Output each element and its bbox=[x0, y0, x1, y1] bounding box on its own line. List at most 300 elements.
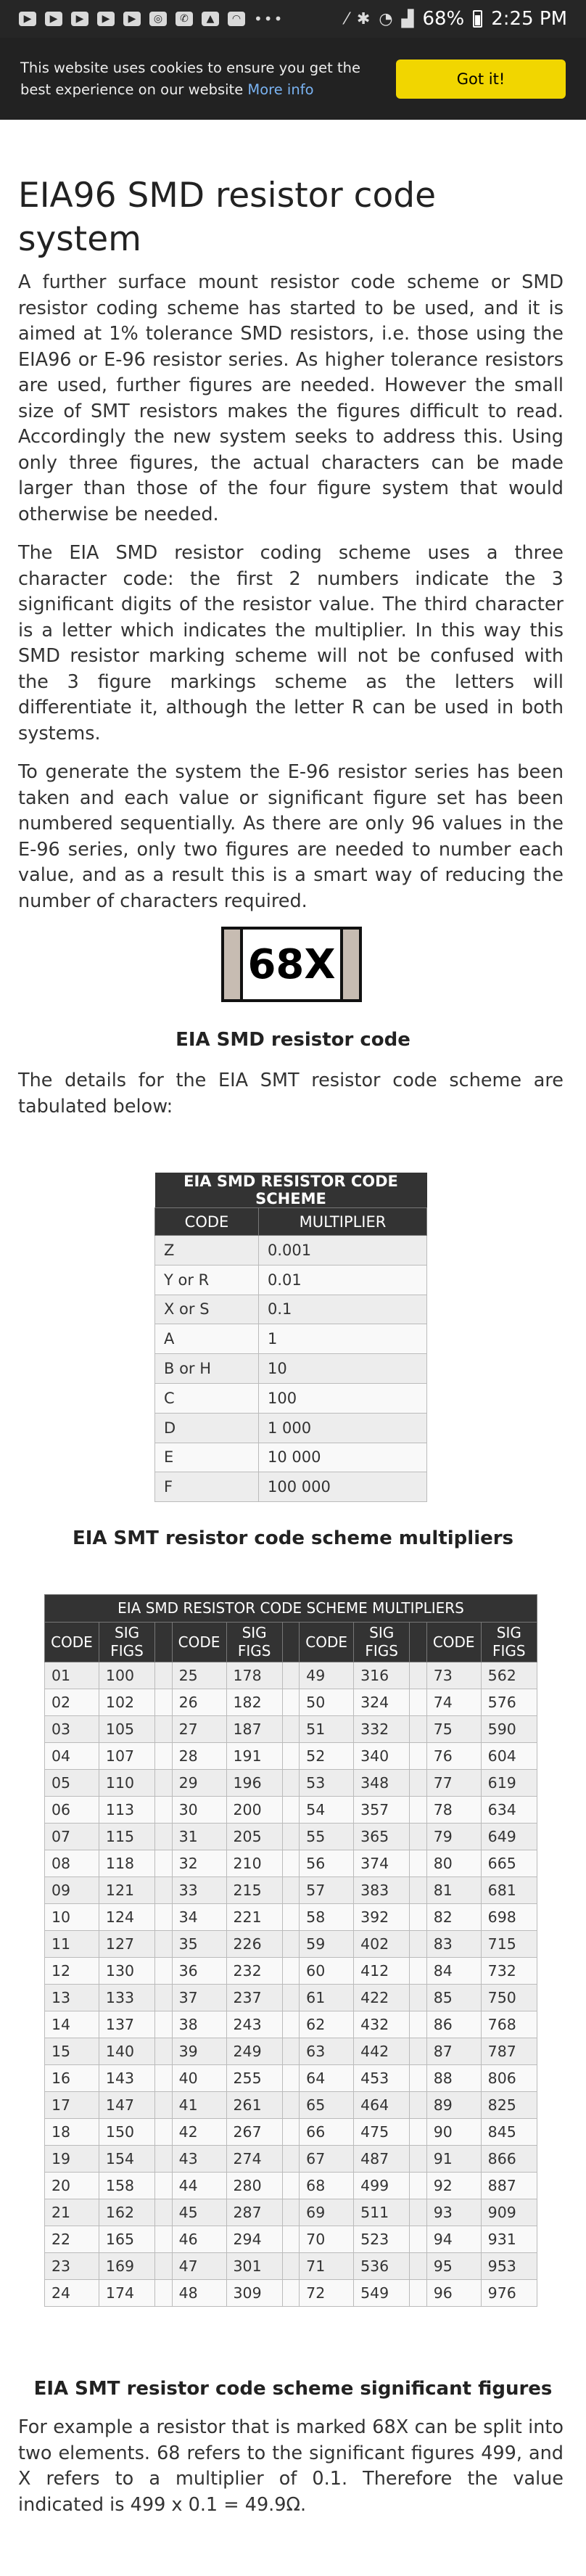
sig-figs-cell: 137 bbox=[99, 2011, 154, 2038]
code-cell: 02 bbox=[45, 1689, 99, 1716]
table-row bbox=[155, 1383, 427, 1413]
sig-figs-cell: 174 bbox=[99, 2280, 154, 2307]
sig-figs-cell: 162 bbox=[99, 2199, 154, 2226]
sig-figs-cell: 316 bbox=[354, 1662, 410, 1689]
sig-figs-cell: 118 bbox=[99, 1850, 154, 1877]
resistor-marking: 68X bbox=[247, 940, 336, 988]
column-spacer bbox=[282, 2199, 299, 2226]
sig-figs-cell: 499 bbox=[354, 2173, 410, 2199]
table-row bbox=[45, 2146, 537, 2173]
code-cell: 50 bbox=[300, 1689, 354, 1716]
code-cell: B or H bbox=[155, 1354, 259, 1384]
code-cell: 49 bbox=[300, 1662, 354, 1689]
table-row bbox=[45, 1716, 537, 1743]
column-spacer bbox=[155, 1623, 172, 1662]
sig-figs-cell: 453 bbox=[354, 2065, 410, 2092]
code-cell: 22 bbox=[45, 2226, 99, 2253]
code-cell: 19 bbox=[45, 2146, 99, 2173]
table-row bbox=[45, 1770, 537, 1797]
code-cell: 44 bbox=[172, 2173, 226, 2199]
code-cell: 14 bbox=[45, 2011, 99, 2038]
column-header: CODE bbox=[155, 1208, 259, 1236]
sig-figs-cell: 536 bbox=[354, 2253, 410, 2280]
sig-figs-cell: 249 bbox=[226, 2038, 282, 2065]
sig-figs-cell: 590 bbox=[481, 1716, 537, 1743]
code-cell: 01 bbox=[45, 1662, 99, 1689]
column-spacer bbox=[410, 2038, 426, 2065]
column-spacer bbox=[155, 1824, 172, 1850]
code-cell: 46 bbox=[172, 2226, 226, 2253]
table-row bbox=[155, 1295, 427, 1324]
sig-figs-cell: 105 bbox=[99, 1716, 154, 1743]
table-title: EIA SMD RESISTOR CODE SCHEME bbox=[155, 1173, 427, 1208]
code-cell: 37 bbox=[172, 1985, 226, 2011]
sig-figs-cell: 130 bbox=[99, 1958, 154, 1985]
column-spacer bbox=[410, 1958, 426, 1985]
column-spacer bbox=[282, 1904, 299, 1931]
gallery-icon: ▲ bbox=[202, 12, 219, 26]
code-cell: 60 bbox=[300, 1958, 354, 1985]
column-spacer bbox=[155, 1850, 172, 1877]
code-cell: 45 bbox=[172, 2199, 226, 2226]
column-spacer bbox=[410, 2092, 426, 2119]
column-spacer bbox=[282, 1743, 299, 1770]
sig-figs-cell: 806 bbox=[481, 2065, 537, 2092]
column-spacer bbox=[282, 2280, 299, 2307]
code-cell: 48 bbox=[172, 2280, 226, 2307]
column-spacer bbox=[155, 2173, 172, 2199]
sig-figs-cell: 340 bbox=[354, 1743, 410, 1770]
table-row bbox=[155, 1354, 427, 1384]
cell-signal-icon: ▟ bbox=[401, 9, 414, 28]
significant-figures-table bbox=[44, 1594, 537, 2307]
column-spacer bbox=[410, 2280, 426, 2307]
sig-figs-cell: 182 bbox=[226, 1689, 282, 1716]
column-spacer bbox=[282, 2065, 299, 2092]
code-cell: 07 bbox=[45, 1824, 99, 1850]
column-spacer bbox=[410, 1824, 426, 1850]
example-paragraph: For example a resistor that is marked 68X can be split into two elements. 68 refers to the significant figures 499, and X refers to a multiplier of 0.1. Therefore the value indicated is 499 x 0.1 = 49.9Ω. bbox=[18, 2416, 564, 2516]
notification-icons bbox=[19, 10, 284, 28]
column-spacer bbox=[155, 2092, 172, 2119]
sig-figs-cell: 681 bbox=[481, 1877, 537, 1904]
sig-figs-cell: 100 bbox=[99, 1662, 154, 1689]
table-row bbox=[155, 1236, 427, 1266]
code-cell: 30 bbox=[172, 1797, 226, 1824]
column-spacer bbox=[155, 2226, 172, 2253]
table-row bbox=[45, 1689, 537, 1716]
sig-figs-cell: 665 bbox=[481, 1850, 537, 1877]
column-spacer bbox=[282, 1623, 299, 1662]
code-cell: 78 bbox=[426, 1797, 481, 1824]
table-row bbox=[155, 1472, 427, 1502]
column-spacer bbox=[410, 1770, 426, 1797]
code-cell: 64 bbox=[300, 2065, 354, 2092]
column-spacer bbox=[282, 1824, 299, 1850]
sig-figs-cell: 604 bbox=[481, 1743, 537, 1770]
sig-figs-cell: 442 bbox=[354, 2038, 410, 2065]
column-spacer bbox=[155, 2065, 172, 2092]
table-row bbox=[155, 1265, 427, 1295]
sig-figs-cell: 523 bbox=[354, 2226, 410, 2253]
sig-figs-cell: 392 bbox=[354, 1904, 410, 1931]
code-cell: 55 bbox=[300, 1824, 354, 1850]
code-cell: 13 bbox=[45, 1985, 99, 2011]
sig-figs-cell: 845 bbox=[481, 2119, 537, 2146]
column-header: CODE bbox=[172, 1623, 226, 1662]
table-row bbox=[45, 2253, 537, 2280]
code-cell: 75 bbox=[426, 1716, 481, 1743]
table-row bbox=[45, 2280, 537, 2307]
column-spacer bbox=[282, 1931, 299, 1958]
sig-figs-cell: 649 bbox=[481, 1824, 537, 1850]
column-spacer bbox=[410, 1797, 426, 1824]
code-cell: 04 bbox=[45, 1743, 99, 1770]
sig-figs-cell: 324 bbox=[354, 1689, 410, 1716]
column-spacer bbox=[410, 2199, 426, 2226]
table-row bbox=[45, 1824, 537, 1850]
paragraph: To generate the system the E-96 resistor series has been taken and each value or significant figure set has been numbered sequentially. As there are only 96 values in the E-96 series, only two figures are needed to number each value, and as a result this is a smart way of reducing the number of characters required. bbox=[18, 761, 564, 912]
column-header: CODE bbox=[426, 1623, 481, 1662]
column-spacer bbox=[410, 2253, 426, 2280]
column-spacer bbox=[155, 2253, 172, 2280]
code-cell: 40 bbox=[172, 2065, 226, 2092]
column-spacer bbox=[155, 2146, 172, 2173]
table-row bbox=[45, 2226, 537, 2253]
column-spacer bbox=[410, 2173, 426, 2199]
table-row bbox=[45, 2092, 537, 2119]
code-cell: 77 bbox=[426, 1770, 481, 1797]
column-spacer bbox=[155, 1931, 172, 1958]
column-spacer bbox=[282, 2253, 299, 2280]
column-spacer bbox=[410, 2011, 426, 2038]
youtube-icon: ▶ bbox=[45, 12, 62, 26]
column-spacer bbox=[282, 1958, 299, 1985]
multiplier-table bbox=[154, 1173, 427, 1502]
column-header: SIG FIGS bbox=[226, 1623, 282, 1662]
column-spacer bbox=[155, 2038, 172, 2065]
sig-figs-cell: 226 bbox=[226, 1931, 282, 1958]
sig-figs-cell: 750 bbox=[481, 1985, 537, 2011]
column-spacer bbox=[410, 1904, 426, 1931]
column-header: SIG FIGS bbox=[481, 1623, 537, 1662]
code-cell: 91 bbox=[426, 2146, 481, 2173]
column-spacer bbox=[155, 1877, 172, 1904]
multiplier-table-caption: EIA SMT resistor code scheme multipliers bbox=[72, 1527, 514, 1549]
code-cell: C bbox=[155, 1383, 259, 1413]
code-cell: 83 bbox=[426, 1931, 481, 1958]
column-spacer bbox=[155, 1797, 172, 1824]
mute-icon: ⁄ bbox=[345, 9, 348, 28]
column-spacer bbox=[155, 1716, 172, 1743]
column-spacer bbox=[155, 1985, 172, 2011]
code-cell: 92 bbox=[426, 2173, 481, 2199]
column-spacer bbox=[410, 2065, 426, 2092]
sig-figs-cell: 511 bbox=[354, 2199, 410, 2226]
code-cell: 61 bbox=[300, 1985, 354, 2011]
sig-figs-cell: 280 bbox=[226, 2173, 282, 2199]
column-spacer bbox=[155, 1689, 172, 1716]
code-cell: 51 bbox=[300, 1716, 354, 1743]
column-header: CODE bbox=[300, 1623, 354, 1662]
column-spacer bbox=[282, 1662, 299, 1689]
code-cell: 74 bbox=[426, 1689, 481, 1716]
youtube-icon: ▶ bbox=[71, 12, 88, 26]
sig-figs-cell: 487 bbox=[354, 2146, 410, 2173]
cookie-banner bbox=[0, 38, 586, 120]
wifi-signal-icon: ◔ bbox=[379, 9, 393, 28]
sig-figs-cell: 237 bbox=[226, 1985, 282, 2011]
code-cell: 12 bbox=[45, 1958, 99, 1985]
sig-figs-cell: 158 bbox=[99, 2173, 154, 2199]
column-spacer bbox=[410, 1689, 426, 1716]
sig-figs-cell: 196 bbox=[226, 1770, 282, 1797]
code-cell: 90 bbox=[426, 2119, 481, 2146]
code-cell: 93 bbox=[426, 2199, 481, 2226]
sig-figs-cell: 143 bbox=[99, 2065, 154, 2092]
column-spacer bbox=[155, 1770, 172, 1797]
code-cell: 25 bbox=[172, 1662, 226, 1689]
table-row bbox=[45, 1904, 537, 1931]
multiplier-cell: 0.001 bbox=[259, 1236, 427, 1266]
sig-figs-cell: 178 bbox=[226, 1662, 282, 1689]
code-cell: 33 bbox=[172, 1877, 226, 1904]
sig-figs-cell: 332 bbox=[354, 1716, 410, 1743]
code-cell: 88 bbox=[426, 2065, 481, 2092]
column-spacer bbox=[410, 2119, 426, 2146]
code-cell: 10 bbox=[45, 1904, 99, 1931]
column-spacer bbox=[410, 1877, 426, 1904]
code-cell: 95 bbox=[426, 2253, 481, 2280]
sig-figs-cell: 549 bbox=[354, 2280, 410, 2307]
sig-figs-cell: 127 bbox=[99, 1931, 154, 1958]
sig-figs-cell: 124 bbox=[99, 1904, 154, 1931]
sig-figs-cell: 909 bbox=[481, 2199, 537, 2226]
code-cell: 54 bbox=[300, 1797, 354, 1824]
code-cell: 62 bbox=[300, 2011, 354, 2038]
column-header: SIG FIGS bbox=[354, 1623, 410, 1662]
sig-figs-cell: 187 bbox=[226, 1716, 282, 1743]
more-info-link[interactable]: More info bbox=[247, 81, 314, 98]
sig-figs-cell: 732 bbox=[481, 1958, 537, 1985]
column-header: SIG FIGS bbox=[99, 1623, 154, 1662]
battery-icon bbox=[473, 10, 482, 28]
code-cell: 63 bbox=[300, 2038, 354, 2065]
sig-figs-cell: 866 bbox=[481, 2146, 537, 2173]
sig-figs-cell: 301 bbox=[226, 2253, 282, 2280]
paragraph: The EIA SMD resistor coding scheme uses a three character code: the first 2 numbers indicate the 3 significant digits of the resistor value. The third character is a letter which indicates the multiplier. In this way this SMD resistor marking scheme will not be confused with the 3 figure markings scheme as the letters will differentiate it, although the letter R can be used in both systems. bbox=[18, 542, 564, 745]
table-row bbox=[45, 2173, 537, 2199]
code-cell: 58 bbox=[300, 1904, 354, 1931]
figure-caption: EIA SMD resistor code bbox=[176, 1029, 410, 1051]
code-cell: 59 bbox=[300, 1931, 354, 1958]
code-cell: 32 bbox=[172, 1850, 226, 1877]
code-cell: 84 bbox=[426, 1958, 481, 1985]
paragraph: A further surface mount resistor code scheme or SMD resistor coding scheme has started to be used, and it is aimed at 1% tolerance SMD resistors, i.e. those using the EIA96 or E-96 resistor series. As higher tolerance resistors are used, further figures are needed. However the small size of SMT resistors makes the figures difficult to read. Accordingly the new system seeks to address this. Using only three figures, the actual characters can be made larger than those of the four figure system that would otherwise be needed. bbox=[18, 271, 564, 525]
column-spacer bbox=[155, 2280, 172, 2307]
code-cell: 41 bbox=[172, 2092, 226, 2119]
code-cell: 08 bbox=[45, 1850, 99, 1877]
multiplier-cell: 10 bbox=[259, 1354, 427, 1384]
sig-figs-cell: 562 bbox=[481, 1662, 537, 1689]
code-cell: X or S bbox=[155, 1295, 259, 1324]
sig-figs-cell: 348 bbox=[354, 1770, 410, 1797]
code-cell: 73 bbox=[426, 1662, 481, 1689]
code-cell: 43 bbox=[172, 2146, 226, 2173]
sig-figs-cell: 110 bbox=[99, 1770, 154, 1797]
accept-cookies-button[interactable]: Got it! bbox=[396, 60, 566, 99]
sig-figs-cell: 976 bbox=[481, 2280, 537, 2307]
column-spacer bbox=[282, 2038, 299, 2065]
column-spacer bbox=[282, 1850, 299, 1877]
sig-figs-cell: 221 bbox=[226, 1904, 282, 1931]
column-spacer bbox=[410, 1931, 426, 1958]
table-title: EIA SMD RESISTOR CODE SCHEME MULTIPLIERS bbox=[45, 1595, 537, 1623]
sig-figs-cell: 255 bbox=[226, 2065, 282, 2092]
code-cell: 09 bbox=[45, 1877, 99, 1904]
column-header: CODE bbox=[45, 1623, 99, 1662]
column-spacer bbox=[282, 1770, 299, 1797]
wifi-icon: ◠ bbox=[228, 12, 245, 26]
column-spacer bbox=[282, 1689, 299, 1716]
article bbox=[18, 174, 564, 927]
column-header: MULTIPLIER bbox=[259, 1208, 427, 1236]
code-cell: 87 bbox=[426, 2038, 481, 2065]
column-spacer bbox=[282, 2173, 299, 2199]
table-row bbox=[45, 1985, 537, 2011]
code-cell: 05 bbox=[45, 1770, 99, 1797]
code-cell: 31 bbox=[172, 1824, 226, 1850]
more-notifications-icon: ••• bbox=[254, 10, 284, 28]
sigfig-table-caption: EIA SMT resistor code scheme significant figures bbox=[33, 2378, 553, 2400]
sig-figs-cell: 432 bbox=[354, 2011, 410, 2038]
column-spacer bbox=[410, 1623, 426, 1662]
code-cell: 70 bbox=[300, 2226, 354, 2253]
code-cell: 16 bbox=[45, 2065, 99, 2092]
sig-figs-cell: 294 bbox=[226, 2226, 282, 2253]
code-cell: 79 bbox=[426, 1824, 481, 1850]
code-cell: 35 bbox=[172, 1931, 226, 1958]
sig-figs-cell: 215 bbox=[226, 1877, 282, 1904]
column-spacer bbox=[155, 1662, 172, 1689]
code-cell: 27 bbox=[172, 1716, 226, 1743]
sig-figs-cell: 576 bbox=[481, 1689, 537, 1716]
code-cell: 82 bbox=[426, 1904, 481, 1931]
sig-figs-cell: 165 bbox=[99, 2226, 154, 2253]
column-spacer bbox=[282, 1797, 299, 1824]
code-cell: 29 bbox=[172, 1770, 226, 1797]
table-row bbox=[45, 2119, 537, 2146]
column-spacer bbox=[155, 1904, 172, 1931]
code-cell: A bbox=[155, 1324, 259, 1354]
youtube-icon: ▶ bbox=[97, 12, 115, 26]
sig-figs-cell: 953 bbox=[481, 2253, 537, 2280]
multiplier-cell: 0.01 bbox=[259, 1265, 427, 1295]
resistor-end-cap bbox=[224, 930, 243, 999]
code-cell: 36 bbox=[172, 1958, 226, 1985]
code-cell: 94 bbox=[426, 2226, 481, 2253]
table-row bbox=[155, 1324, 427, 1354]
column-spacer bbox=[410, 1743, 426, 1770]
code-cell: 47 bbox=[172, 2253, 226, 2280]
code-cell: 21 bbox=[45, 2199, 99, 2226]
sig-figs-cell: 210 bbox=[226, 1850, 282, 1877]
sig-figs-cell: 634 bbox=[481, 1797, 537, 1824]
code-cell: 80 bbox=[426, 1850, 481, 1877]
column-spacer bbox=[410, 2226, 426, 2253]
sig-figs-cell: 422 bbox=[354, 1985, 410, 2011]
code-cell: 34 bbox=[172, 1904, 226, 1931]
column-spacer bbox=[155, 2199, 172, 2226]
code-cell: 52 bbox=[300, 1743, 354, 1770]
cookie-message bbox=[20, 57, 383, 101]
sig-figs-cell: 121 bbox=[99, 1877, 154, 1904]
column-spacer bbox=[155, 2011, 172, 2038]
code-cell: 56 bbox=[300, 1850, 354, 1877]
code-cell: 38 bbox=[172, 2011, 226, 2038]
code-cell: 89 bbox=[426, 2092, 481, 2119]
table-row bbox=[45, 2065, 537, 2092]
column-spacer bbox=[155, 2119, 172, 2146]
multiplier-cell: 10 000 bbox=[259, 1443, 427, 1472]
code-cell: D bbox=[155, 1413, 259, 1443]
code-cell: 26 bbox=[172, 1689, 226, 1716]
column-spacer bbox=[410, 1662, 426, 1689]
column-spacer bbox=[282, 2092, 299, 2119]
column-spacer bbox=[155, 1743, 172, 1770]
code-cell: 76 bbox=[426, 1743, 481, 1770]
sig-figs-cell: 402 bbox=[354, 1931, 410, 1958]
multiplier-cell: 1 000 bbox=[259, 1413, 427, 1443]
table-row bbox=[45, 1877, 537, 1904]
sig-figs-cell: 412 bbox=[354, 1958, 410, 1985]
sig-figs-cell: 140 bbox=[99, 2038, 154, 2065]
code-cell: 96 bbox=[426, 2280, 481, 2307]
sig-figs-cell: 200 bbox=[226, 1797, 282, 1824]
column-spacer bbox=[282, 2146, 299, 2173]
sig-figs-cell: 133 bbox=[99, 1985, 154, 2011]
sig-figs-cell: 154 bbox=[99, 2146, 154, 2173]
multiplier-cell: 0.1 bbox=[259, 1295, 427, 1324]
sig-figs-cell: 715 bbox=[481, 1931, 537, 1958]
code-cell: 72 bbox=[300, 2280, 354, 2307]
code-cell: 66 bbox=[300, 2119, 354, 2146]
sig-figs-cell: 887 bbox=[481, 2173, 537, 2199]
code-cell: 28 bbox=[172, 1743, 226, 1770]
code-cell: 69 bbox=[300, 2199, 354, 2226]
sig-figs-cell: 825 bbox=[481, 2092, 537, 2119]
code-cell: F bbox=[155, 1472, 259, 1502]
sig-figs-cell: 113 bbox=[99, 1797, 154, 1824]
column-spacer bbox=[282, 1716, 299, 1743]
table-row bbox=[45, 1850, 537, 1877]
sig-figs-cell: 374 bbox=[354, 1850, 410, 1877]
table-row bbox=[45, 2011, 537, 2038]
sig-figs-cell: 169 bbox=[99, 2253, 154, 2280]
sig-figs-cell: 464 bbox=[354, 2092, 410, 2119]
table-row bbox=[45, 2038, 537, 2065]
code-cell: 53 bbox=[300, 1770, 354, 1797]
code-cell: 86 bbox=[426, 2011, 481, 2038]
multiplier-cell: 1 bbox=[259, 1324, 427, 1354]
column-spacer bbox=[410, 2146, 426, 2173]
sig-figs-cell: 102 bbox=[99, 1689, 154, 1716]
sig-figs-cell: 931 bbox=[481, 2226, 537, 2253]
code-cell: 81 bbox=[426, 1877, 481, 1904]
table-row bbox=[45, 1662, 537, 1689]
sig-figs-cell: 475 bbox=[354, 2119, 410, 2146]
table-row bbox=[45, 1958, 537, 1985]
